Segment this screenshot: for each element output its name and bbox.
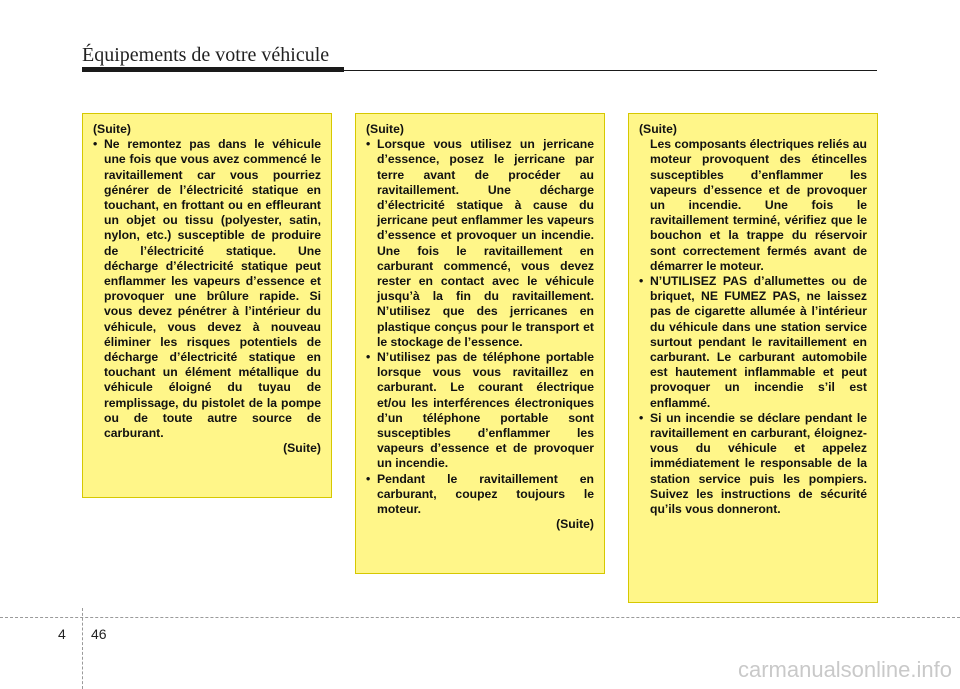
bullet-text: N’UTILISEZ PAS d’allumettes ou de briquet, NE FUMEZ PAS, ne laissez pas de cigarette allumée à l’intérieur du véhicule dans une station service surtout pendant le ravitaillement en carburant. Le carburant automobile est hautement inflammable et peut provoquer un incendie s’il est enflammé. [650, 274, 867, 410]
warning-box-2 [355, 113, 605, 574]
warning-bullet [639, 411, 867, 517]
bullet-text: Lorsque vous utilisez un jerricane d’essence, posez le jerricane par terre avant de procéder au ravitaillement. Une décharge d’électricité statique à cause du jerricane peut enflammer les vapeurs d’essence et provoquer un incendie. Une fois le ravitaillement en carburant commencé, vous devez rester en contact avec le véhicule jusqu’à la fin du ravitaillement. N’utilisez que des jerricanes en plastique conçus pour le transport et le stockage de l’essence. [377, 137, 594, 349]
continued-end-label: (Suite) [556, 517, 594, 532]
header-rule [344, 70, 877, 71]
bullet-dot-icon: • [366, 471, 371, 486]
bullet-dot-icon: • [639, 274, 644, 289]
continued-end-label: (Suite) [283, 441, 321, 456]
bullet-dot-icon: • [93, 137, 98, 152]
warning-bullet [639, 274, 867, 411]
intro-paragraph: Les composants électriques reliés au moteur provoquent des étincelles susceptibles d’enflammer les vapeurs d’essence et de provoquer un incendie. Une fois le ravitaillement terminé, vérifiez que le bouchon et la trappe du réservoir sont correctement fermés avant de démarrer le moteur. [650, 137, 867, 273]
bullet-dot-icon: • [366, 350, 371, 365]
bullet-dot-icon: • [639, 410, 644, 425]
crop-mark-horizontal [0, 617, 960, 618]
warning-box-1 [82, 113, 332, 498]
continued-label: (Suite) [366, 122, 404, 136]
bullet-text: Ne remontez pas dans le véhicule une fois que vous avez commencé le ravitaillement car vous pourriez générer de l’électricité statique en touchant, en frottant ou en effleurant un objet ou tissu (polyester, satin, nylon, etc.) susceptible de produire de l’électricité statique. Une décharge d’électricité statique peut enflammer les vapeurs d’essence et provoquer une brûlure rapide. Si vous devez pénétrer à l’intérieur du véhicule, vous devez à nouveau éliminer les risques potentiels de décharge d’électricité statique en touchant un élément métallique du véhicule éloigné du tuyau de remplissage, du pistolet de la pompe ou de toute autre source de carburant. [104, 137, 321, 441]
warning-bullet [366, 472, 594, 518]
warning-box-3 [628, 113, 878, 603]
continued-label: (Suite) [639, 122, 677, 136]
bullet-text: Si un incendie se déclare pendant le ravitaillement en carburant, éloignez-vous du véhicule et appelez immédiatement le responsable de la station service puis les pompiers. Suivez les instructions de sécurité qu’ils vous donneront. [650, 410, 867, 517]
continued-label: (Suite) [93, 122, 131, 136]
chapter-number: 4 [58, 626, 66, 642]
page-header-title: Équipements de votre véhicule [82, 44, 330, 66]
page-number: 46 [91, 626, 107, 642]
crop-mark-vertical [82, 608, 83, 689]
bullet-dot-icon: • [366, 137, 371, 152]
watermark: carmanualsonline.info [737, 657, 952, 682]
bullet-text: N’utilisez pas de téléphone portable lorsque vous vous ravitaillez en carburant. Le courant électrique et/ou les interférences électroniques d’un téléphone portable sont susceptibles d’enflammer les vapeurs d’essence et de provoquer un incendie. [377, 350, 594, 471]
warning-bullet [93, 137, 321, 441]
warning-bullet [366, 350, 594, 472]
header-accent-bar [82, 67, 344, 72]
warning-bullet [366, 137, 594, 350]
bullet-text: Pendant le ravitaillement en carburant, coupez toujours le moteur. [377, 471, 594, 517]
